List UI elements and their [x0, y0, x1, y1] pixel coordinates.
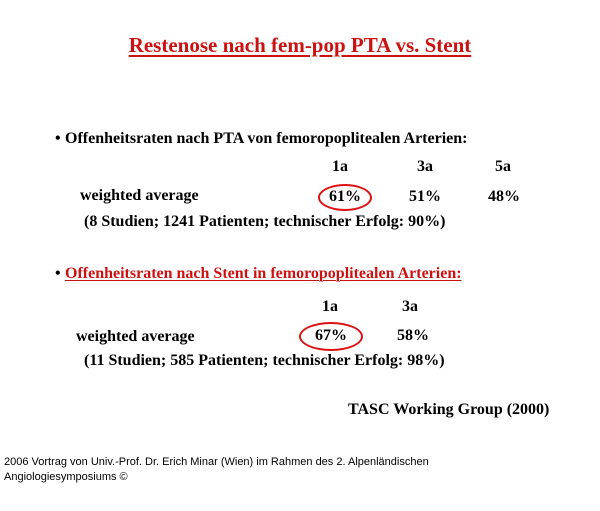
pta-note: (8 Studien; 1241 Patienten; technischer Erfolg: 90%) [84, 213, 446, 230]
pta-value-5a: 48% [488, 188, 520, 205]
pta-value-3a: 51% [409, 188, 441, 205]
pta-col-1a: 1a [332, 158, 348, 175]
slide-title: Restenose nach fem-pop PTA vs. Stent [128, 33, 472, 57]
stent-value-1a: 67% [315, 327, 347, 344]
bullet-stent: • [55, 265, 61, 282]
stent-row-label: weighted average [76, 328, 195, 345]
source-citation: TASC Working Group (2000) [348, 401, 550, 418]
pta-row-label: weighted average [80, 187, 199, 204]
stent-col-3a: 3a [402, 298, 418, 315]
pta-value-1a: 61% [329, 188, 361, 205]
pta-heading: Offenheitsraten nach PTA von femoropoplitealen Arterien: [65, 130, 468, 147]
pta-col-3a: 3a [417, 158, 433, 175]
pta-col-5a: 5a [495, 158, 511, 175]
footer-line-1: 2006 Vortrag von Univ.-Prof. Dr. Erich Minar (Wien) im Rahmen des 2. Alpenländischen [4, 456, 429, 468]
stent-value-3a: 58% [397, 327, 429, 344]
stent-note: (11 Studien; 585 Patienten; technischer Erfolg: 98%) [84, 352, 445, 369]
footer-line-2: Angiologiesymposiums © [4, 471, 128, 483]
stent-heading: Offenheitsraten nach Stent in femoropoplitealen Arterien: [65, 265, 462, 282]
stent-col-1a: 1a [322, 298, 338, 315]
bullet-pta: • [55, 130, 61, 147]
